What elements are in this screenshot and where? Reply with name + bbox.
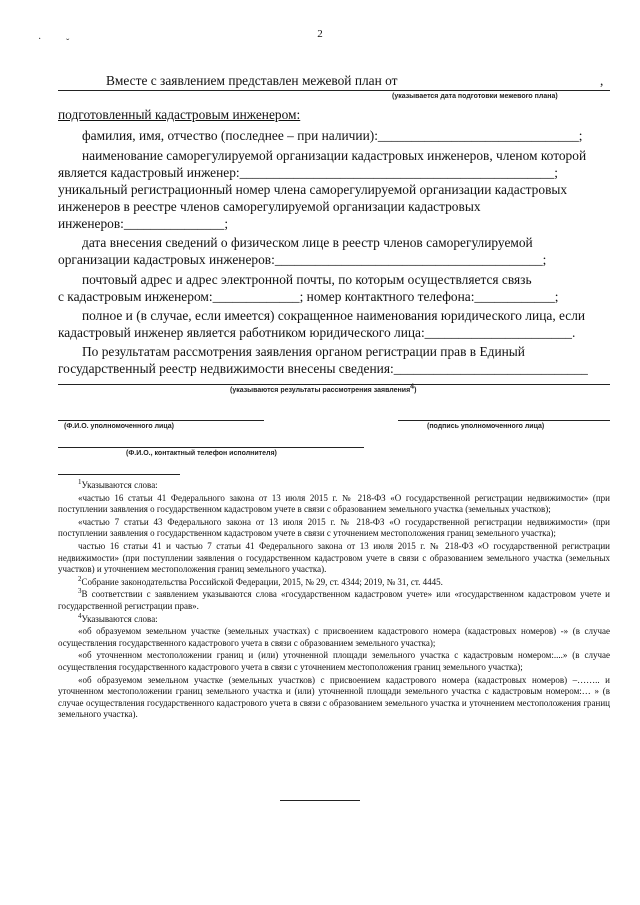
official-fio-line [58,420,264,421]
legal-entity-2: кадастровый инженер является работником юридического лица:______________________. [58,325,576,340]
footnote-1-b: «частью 7 статьи 43 Федерального закона от 13 июля 2015 г. № 218-ФЗ «О государственной регистрации недвижимости» (при поступлении заявления о государственном кадастровом учете в связи с уточнением местоположения границ земельного участка); [58,516,610,539]
result-2: государственный реестр недвижимости внесены сведения:_____________________________ [58,361,588,376]
footnote-4-a: «об образуемом земельном участке (земельных участках) с присвоением кадастрового номера (кадастровых номеров) -» (в случае осуществления государственного кадастрового учета в связи с образованием земельного участка); [58,626,610,648]
attached-text: Вместе с заявлением представлен межевой план от [106,73,398,88]
official-sign-hint: (подпись уполномоченного лица) [427,423,545,430]
reg-date-1: дата внесения сведений о физическом лице в реестр членов саморегулируемой [82,235,533,250]
address-2: с кадастровым инженером:_____________; номер контактного телефона:____________; [58,289,559,304]
footnote-2 [58,574,610,589]
official-sign-line [398,420,610,421]
engineer-fio: фамилия, имя, отчество (последнее – при наличии):______________________________; [82,128,583,143]
result-hint-sup: 4 [410,383,415,391]
result-line [58,384,610,385]
result-hint-end: ) [414,387,417,394]
executor-line [58,447,364,448]
footnote-4-b: «об уточненном местоположении границ и (или) уточненной площади земельного участка с кадастровым номером:....» (в случае осуществления государственного кадастрового учета в связи с уточнением местоположения границ земельного участка); [58,650,610,672]
footnote-3-text: В соответствии с заявлением указываются слова «государственном кадастровом учете» или «государственном кадастровом учете и государственной регистрации прав». [58,589,610,611]
attached-hint: (указывается дата подготовки межевого плана) [392,93,558,100]
scan-speck: · [38,34,42,45]
footnote-1-c: частью 16 статьи 41 и частью 7 статьи 41 Федерального закона от 13 июля 2015 г. № 218-ФЗ «О государственной регистрации недвижимости» (при поступлении заявления о государственном кадастровом учете в связи с образованием земельного участка (земельных участков) и уточнением местоположения границ земельного участка). [58,540,610,575]
footnote-4-c: «об образуемом земельном участке (земельных участков) с присвоением кадастрового номера (кадастровых номеров) –…….. и уточненном местоположении границ земельного участка и (или) уточненной площади земельного участка с кадастровым номером:… » (в случае осуществления государственного кадастрового учета в связи с образованием земельного участка и уточнением местоположения границ земельного участка). [58,674,610,720]
result-hint-text: (указываются результаты рассмотрения заявления [230,387,411,394]
footnote-4-sup: 4 [78,611,82,620]
footnote-3-sup: 3 [78,587,82,596]
footnote-4-head-text: Указываются слова: [81,613,158,624]
official-fio-hint: (Ф.И.О. уполномоченного лица) [64,423,174,430]
attached-date-line [58,90,610,91]
footnote-3 [58,589,610,612]
bottom-rule [280,800,360,801]
sro-name-2: является кадастровый инженер:_______________________________________________; [58,165,559,180]
result-1: По результатам рассмотрения заявления органом регистрации прав в Единый [82,344,525,359]
footnote-2-text: Собрание законодательства Российской Федерации, 2015, № 29, ст. 4344; 2019, № 31, ст. 4445. [81,576,443,587]
footnote-1-head [58,480,610,492]
page-number: 2 [317,28,323,40]
reg-number-1: уникальный регистрационный номер члена саморегулируемой организации кадастровых [58,182,568,197]
sro-name-1: наименование саморегулируемой организации кадастровых инженеров, членом которой [82,148,587,163]
reg-number-2: инженеров в реестре членов саморегулируемой организации кадастровых [58,199,481,214]
footnote-4-head [58,611,610,626]
footnote-1-a: «частью 16 статьи 41 Федерального закона от 13 июля 2015 г. № 218-ФЗ «О государственной регистрации недвижимости» (при поступлении заявления о государственном кадастровом учете в связи с образованием земельного участка (земельных участков); [58,492,610,515]
reg-number-3: инженеров:_______________; [58,216,229,231]
executor-hint: (Ф.И.О., контактный телефон исполнителя) [126,450,277,457]
footnote-1-head-text: Указываются слова: [81,480,158,490]
footnote-1-sup: 1 [78,478,82,486]
footnote-separator [58,474,180,475]
attached-line [58,72,610,89]
legal-entity-1: полное и (в случае, если имеется) сокращенное наименования юридического лица, если [82,308,586,323]
footnotes [58,480,610,722]
scan-speck: ˇ [66,38,70,49]
footnote-2-sup: 2 [78,574,82,583]
prepared-by: подготовленный кадастровым инженером: [58,107,301,122]
reg-date-2: организации кадастровых инженеров:________________________________________; [58,252,547,267]
result-hint [230,383,417,394]
address-1: почтовый адрес и адрес электронной почты, по которым осуществляется связь [82,272,532,287]
attached-comma: , [600,73,604,88]
